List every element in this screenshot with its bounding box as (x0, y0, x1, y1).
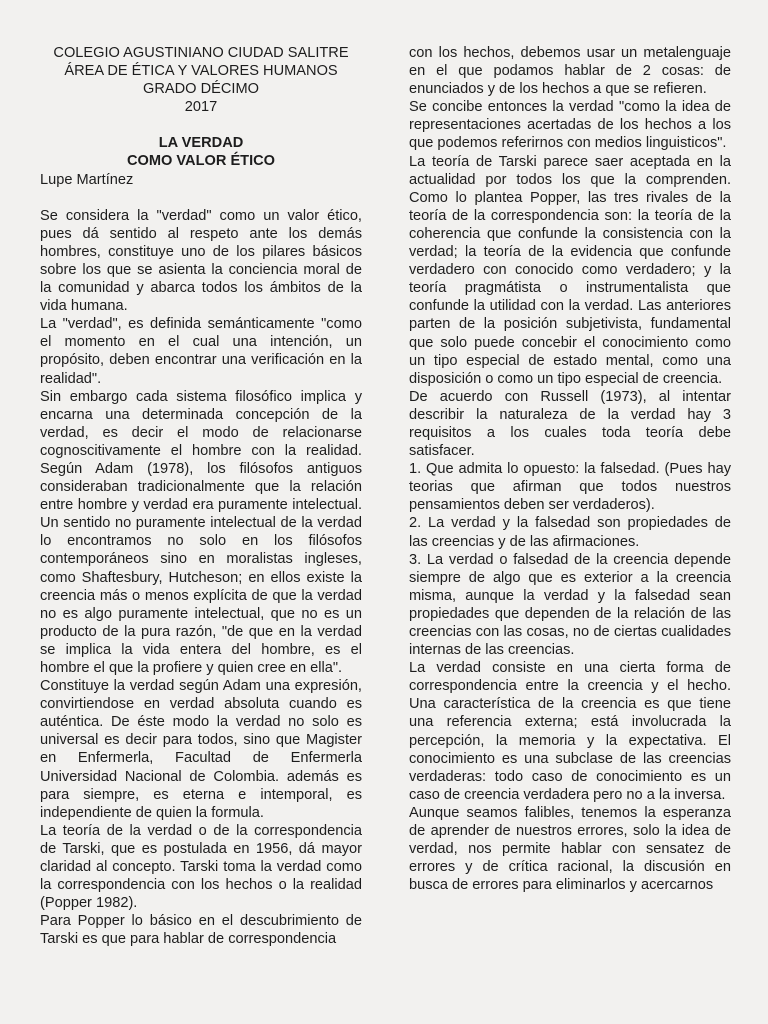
paragraph: con los hechos, debemos usar un metalenguaje en el que podamos hablar de 2 cosas: de enunciados y de los hechos a que se refieren. (409, 45, 731, 98)
paragraph: 3. La verdad o falsedad de la creencia depende siempre de algo que es exterior a la creencia misma, aunque la verdad y la falsedad sean propiedades que dependen de la relación de las creencias con las cosas, no de ciertas cualidades internas de las creencias. (409, 551, 731, 659)
paragraph: La "verdad", es definida semánticamente "como el momento en el cual una intención, un propósito, deben encontrar una verificación en la realidad". (40, 316, 362, 387)
title-line-2: COMO VALOR ÉTICO (126, 153, 276, 170)
spacer (40, 116, 362, 134)
author-name: Lupe Martínez (40, 171, 134, 188)
title-line-1: LA VERDAD (158, 135, 244, 152)
paragraph: De acuerdo con Russell (1973), al intentar describir la naturaleza de la verdad hay 3 requisitos a los cuales toda teoría debe satisfacer. (409, 388, 731, 460)
paragraph: Para Popper lo básico en el descubrimiento de Tarski es que para hablar de correspondencia (40, 913, 362, 948)
school-header (40, 44, 362, 116)
paragraph: Se concibe entonces la verdad "como la idea de representaciones acertadas de los hechos a los que podemos referirnos con medios linguisticos". (409, 99, 731, 152)
grade-level: GRADO DÉCIMO (143, 81, 259, 98)
right-column (409, 44, 731, 894)
school-year: 2017 (184, 99, 218, 116)
paragraph: La verdad consiste en una cierta forma de correspondencia entre la creencia y el hecho. Una característica de la creencia es que tiene una referencia externa; está involucrada la percepción, la memoria y la expectativa. El conocimiento es una subclase de las creencias verdaderas: todo caso de conocimiento es un caso de creencia verdadera pero no a la inversa. (409, 660, 731, 803)
paragraph: 1. Que admita lo opuesto: la falsedad. (Pues hay teorias que afirman que todos nuestros pensamientos deben ser verdaderos). (409, 461, 731, 514)
article-title (40, 134, 362, 170)
left-column (40, 44, 362, 949)
paragraph: Se considera la "verdad" como un valor ético, pues dá sentido al respeto ante los demás hombres, constituye uno de los pilares básicos sobre los que se asienta la conciencia moral de la comunidad y abarca todos los ámbitos de la vida humana. (40, 207, 362, 315)
department-name: ÁREA DE ÉTICA Y VALORES HUMANOS (64, 63, 338, 80)
paragraph: Aunque seamos falibles, tenemos la esperanza de aprender de nuestros errores, solo la idea de verdad, nos permite hablar con sensatez de errores y de crítica racional, la discusión en busca de errores para eliminarlos y acercarnos (409, 804, 731, 894)
paragraph: La teoría de la verdad o de la correspondencia de Tarski, que es postulada en 1956, dá mayor claridad al concepto. Tarski toma la verdad como la correspondencia con los hechos o la realidad (Popper 1982). (40, 822, 362, 912)
spacer (40, 189, 362, 207)
school-name: COLEGIO AGUSTINIANO CIUDAD SALITRE (53, 45, 349, 61)
paragraph: Sin embargo cada sistema filosófico implica y encarna una determinada concepción de la verdad, es decir el modo de relacionarse cognoscitivamente el hombre con la realidad. Según Adam (1978), los filósofos antiguos consideraban tradicionalmente que la relación entre hombre y verdad era puramente intelectual. Un sentido no puramente intelectual de la verdad lo encontramos no solo en los filósofos contemporáneos sino en moralistas ingleses, como Shaftesbury, Hutcheson; en ellos existe la creencia más o menos explícita de que la verdad no es algo puramente intelectual, que no es un producto de la pura razón, "de que en la verdad se implica la vida entera del hombre, es el hombre el que la profiere y quien cree en ella". (40, 388, 362, 676)
paragraph: 2. La verdad y la falsedad son propiedades de las creencias y de las afirmaciones. (409, 515, 731, 550)
paragraph: Constituye la verdad según Adam una expresión, convirtiendose en verdad absoluta cuando es auténtica. De éste modo la verdad no solo es universal es decir para todos, sino que Magister en Enfermerla, Facultad de Enfermerla Universidad Nacional de Colombia. además es para siempre, es eterna e intemporal, es independiente de quien la formula. (40, 678, 362, 821)
paragraph: La teoría de Tarski parece saer aceptada en la actualidad por todos los que la comprenden. Como lo plantea Popper, las tres rivales de la teoría de la correspondencia son: la teoría de la coherencia que confunde la consistencia con la verdad; la teoría de la evidencia que confunde verdadero con conocido como verdadero; y la teoría pragmátista o instrumentalista que confunde la utilidad con la verdad. Las anteriores parten de la posición subjetivista, fundamental que solo puede concebir el conocimiento como un tipo especial de estado mental, como una disposición o como un tipo especial de creencia. (409, 153, 731, 387)
